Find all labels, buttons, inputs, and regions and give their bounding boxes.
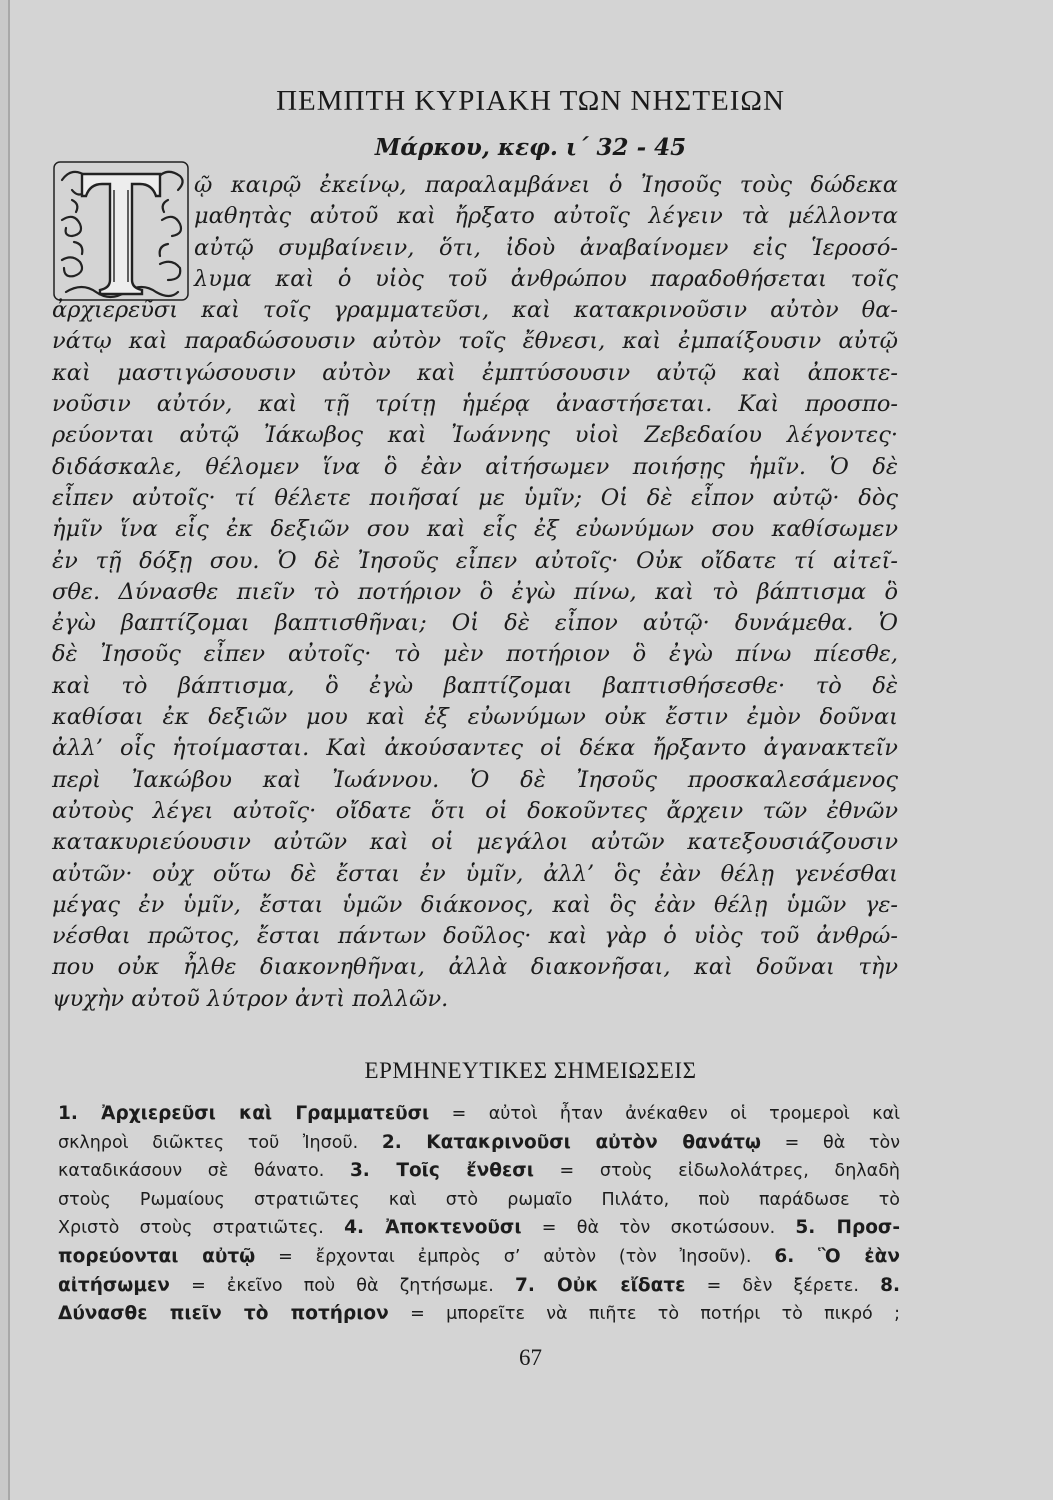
gospel-line: ρεύονται αὐτῷ Ἰάκωβος καὶ Ἰωάννης υἱοὶ Ζεβεδαίου λέγοντες· <box>52 422 898 449</box>
gospel-line: νέσθαι πρῶτος, ἔσται πάντων δοῦλος· καὶ γὰρ ὁ υἱὸς τοῦ ἀνθρώ- <box>52 923 898 950</box>
note-definition: καταδικάσουν σὲ θάνατο. <box>58 1161 350 1182</box>
gospel-line: καὶ τὸ βάπτισμα, ὃ ἐγὼ βαπτίζομαι βαπτισθήσεσθε· τὸ δὲ <box>52 672 898 699</box>
scripture-reference: Μάρκου, κεφ. ι΄ 32 - 45 <box>374 134 687 161</box>
note-line <box>58 1300 900 1329</box>
note-line <box>58 1100 900 1129</box>
gospel-line: δὲ Ἰησοῦς εἶπεν αὐτοῖς· τὸ μὲν ποτήριον ὃ ἐγὼ πίνω πίεσθε, <box>52 641 898 668</box>
gospel-line: που οὐκ ἦλθε διακονηθῆναι, ἀλλὰ διακονῆσαι, καὶ δοῦναι τὴν <box>52 954 898 981</box>
gospel-line: καθίσαι ἐκ δεξιῶν μου καὶ ἐξ εὐωνύμων οὐκ ἔστιν ἐμὸν δοῦναι <box>52 704 898 731</box>
gospel-line: ἀλλ’ οἷς ἡτοίμασται. Καὶ ἀκούσαντες οἱ δέκα ἤρξαντο ἀγανακτεῖν <box>52 735 898 762</box>
page-title: ΠΕΜΠΤΗ ΚΥΡΙΑΚΗ ΤΩΝ ΝΗΣΤΕΙΩΝ <box>276 85 785 117</box>
note-definition: = αὐτοὶ ἦταν ἀνέκαθεν οἱ τρομεροὶ καὶ <box>429 1104 900 1124</box>
gospel-line: σθε. Δύνασθε πιεῖν τὸ ποτήριον ὃ ἐγὼ πίνω, καὶ τὸ βάπτισμα ὃ <box>52 578 898 605</box>
gospel-line: αὐτῶν· οὐχ οὕτω δὲ ἔσται ἐν ὑμῖν, ἀλλ’ ὃς ἐὰν θέλῃ γενέσθαι <box>52 860 898 887</box>
gospel-line: περὶ Ἰακώβου καὶ Ἰωάννου. Ὁ δὲ Ἰησοῦς προσκαλεσάμενος <box>52 766 898 793</box>
note-definition: = ἐκεῖνο ποὺ θὰ ζητήσωμε. <box>169 1275 516 1296</box>
gospel-line: ἀρχιερεῦσι καὶ τοῖς γραμματεῦσι, καὶ κατακρινοῦσιν αὐτὸν θα- <box>52 297 898 324</box>
gospel-line: νοῦσιν αὐτόν, καὶ τῇ τρίτῃ ἡμέρᾳ ἀναστήσεται. Καὶ προσπο- <box>52 391 898 418</box>
gospel-line: νάτῳ καὶ παραδώσουσιν αὐτὸν τοῖς ἔθνεσι, καὶ ἐμπαίξουσιν αὐτῷ <box>52 328 898 355</box>
gospel-line: εἶπεν αὐτοῖς· τί θέλετε ποιῆσαί με ὑμῖν; Οἱ δὲ εἶπον αὐτῷ· δὸς <box>52 484 898 511</box>
gospel-line: αὐτῷ συμβαίνειν, ὅτι, ἰδοὺ ἀναβαίνομεν εἰς Ἱεροσό- <box>194 234 898 261</box>
note-definition: = μπορεῖτε νὰ πιῆτε τὸ ποτήρι τὸ πικρό ; <box>388 1304 900 1325</box>
note-definition: σκληροὶ διῶκτες τοῦ Ἰησοῦ. <box>58 1132 382 1153</box>
note-definition: = δὲν ξέρετε. <box>685 1275 881 1296</box>
note-line <box>58 1129 900 1158</box>
note-term: Δύνασθε πιεῖν τὸ ποτήριον <box>58 1303 389 1325</box>
note-line <box>58 1243 900 1272</box>
gospel-line: ἐν τῇ δόξῃ σου. Ὁ δὲ Ἰησοῦς εἶπεν αὐτοῖς· Οὐκ οἴδατε τί αἰτεῖ- <box>52 547 898 574</box>
note-line <box>58 1214 900 1243</box>
note-term: 8. <box>880 1274 900 1296</box>
gospel-line: κατακυριεύουσιν αὐτῶν καὶ οἱ μεγάλοι αὐτῶν κατεξουσιάζουσιν <box>52 829 898 856</box>
note-line <box>58 1272 900 1301</box>
book-page <box>8 0 1053 1500</box>
gospel-line: μαθητὰς αὐτοῦ καὶ ἤρξατο αὐτοῖς λέγειν τὰ μέλλοντα <box>194 203 898 230</box>
note-term: 6. Ὃ ἐὰν <box>774 1245 900 1267</box>
note-term: πορεύονται αὐτῷ <box>58 1245 256 1267</box>
note-term: 2. Κατακρινοῦσι αὐτὸν θανάτῳ <box>381 1131 761 1153</box>
gospel-line: καὶ μαστιγώσουσιν αὐτὸν καὶ ἐμπτύσουσιν αὐτῷ καὶ ἀποκτε- <box>52 359 898 386</box>
note-term: 5. Προσ- <box>795 1217 900 1239</box>
gospel-line: διδάσκαλε, θέλομεν ἵνα ὃ ἐὰν αἰτήσωμεν ποιήσῃς ἡμῖν. Ὁ δὲ <box>52 453 898 480</box>
gospel-line: μέγας ἐν ὑμῖν, ἔσται ὑμῶν διάκονος, καὶ ὃς ἐὰν θέλῃ ὑμῶν γε- <box>52 891 898 918</box>
explanatory-notes <box>58 1100 900 1329</box>
note-term: 4. Ἀποκτενοῦσι <box>344 1217 522 1239</box>
note-line <box>58 1157 900 1186</box>
note-definition: = ἔρχονται ἐμπρὸς σ’ αὐτὸν (τὸν Ἰησοῦν). <box>255 1246 775 1267</box>
note-definition: στοὺς Ρωμαίους στρατιῶτες καὶ στὸ ρωμαῖο Πιλάτο, ποὺ παράδωσε τὸ <box>58 1189 900 1210</box>
note-definition: = θὰ τὸν <box>760 1132 900 1153</box>
gospel-line: λυμα καὶ ὁ υἱὸς τοῦ ἀνθρώπου παραδοθήσεται τοῖς <box>194 265 898 292</box>
gospel-line: ἐγὼ βαπτίζομαι βαπτισθῆναι; Οἱ δὲ εἶπον αὐτῷ· δυνάμεθα. Ὁ <box>52 610 898 637</box>
note-term: 7. Οὐκ εἴδατε <box>515 1274 686 1296</box>
note-line <box>58 1186 900 1215</box>
notes-heading: ΕΡΜΗΝΕΥΤΙΚΕΣ ΣΗΜΕΙΩΣΕΙΣ <box>364 1058 697 1083</box>
page-number: 67 <box>519 1345 542 1370</box>
note-term: αἰτήσωμεν <box>58 1274 170 1296</box>
note-term: 3. Τοῖς ἔνθεσι <box>349 1160 534 1182</box>
gospel-line: ῷ καιρῷ ἐκείνῳ, παραλαμβάνει ὁ Ἰησοῦς τοὺς δώδεκα <box>194 172 898 198</box>
gospel-line: ἡμῖν ἵνα εἷς ἐκ δεξιῶν σου καὶ εἷς ἐξ εὐωνύμων σου καθίσωμεν <box>52 516 898 543</box>
gospel-text <box>52 170 898 1015</box>
note-definition: = θὰ τὸν σκοτώσουν. <box>521 1218 796 1239</box>
note-definition: = στοὺς εἰδωλολάτρες, δηλαδὴ <box>533 1161 900 1182</box>
note-definition: Χριστὸ στοὺς στρατιῶτες. <box>58 1218 345 1239</box>
note-term: 1. Ἀρχιερεῦσι καὶ Γραμματεῦσι <box>58 1103 430 1124</box>
gospel-line: αὐτοὺς λέγει αὐτοῖς· οἴδατε ὅτι οἱ δοκοῦντες ἄρχειν τῶν ἐθνῶν <box>52 797 898 824</box>
gospel-line: ψυχὴν αὐτοῦ λύτρον ἀντὶ πολλῶν. <box>52 985 449 1012</box>
